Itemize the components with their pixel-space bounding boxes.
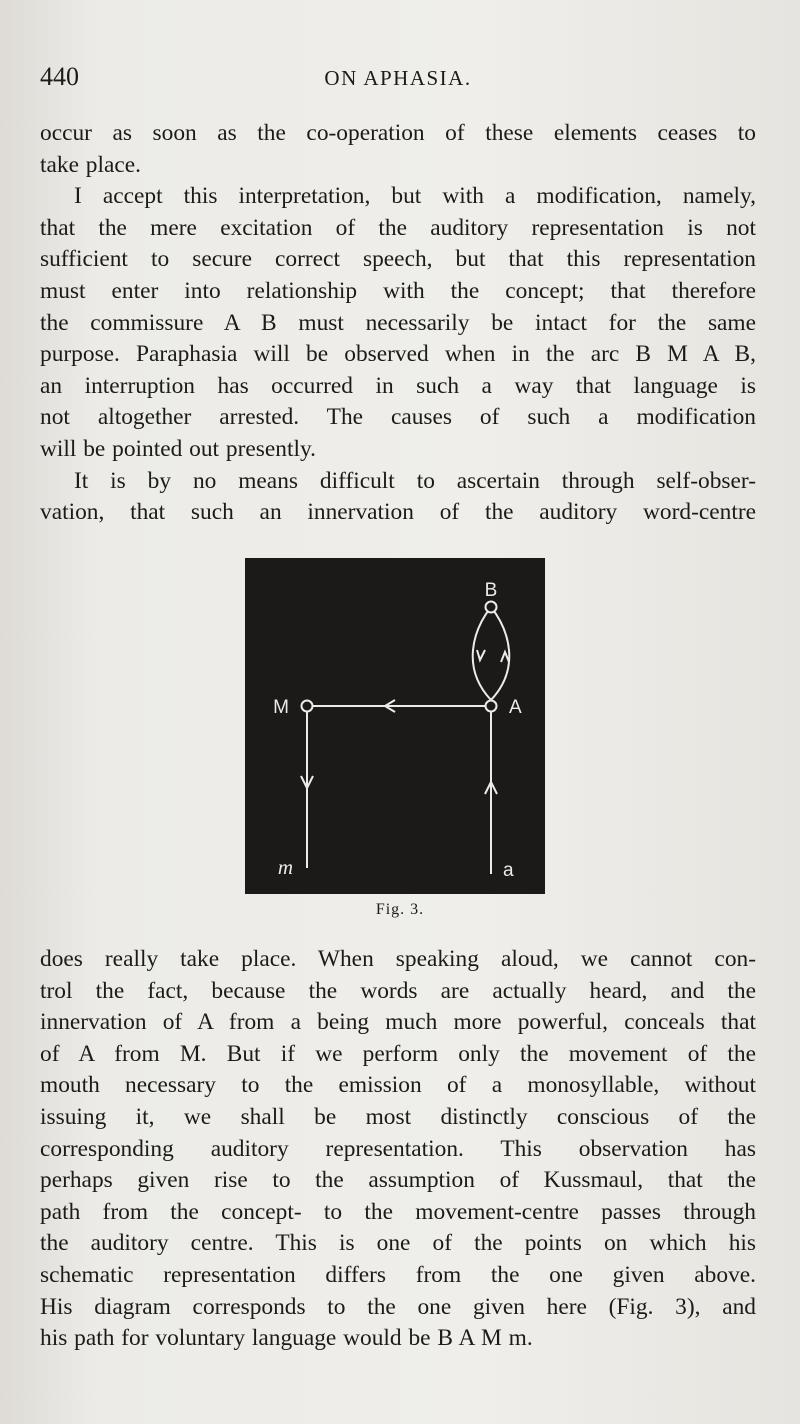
text-line: does really take place. When speaking aloud, we cannot con- [40, 946, 756, 972]
body-text-top [40, 118, 756, 529]
page-header [40, 62, 756, 94]
label-m-upper: M [273, 697, 289, 718]
text-line: mouth necessary to the emission of a monosyllable, without [40, 1072, 756, 1099]
text-line: path from the concept- to the movement-centre passes through [40, 1198, 756, 1225]
text-line: corresponding auditory representation. This observation has [40, 1135, 756, 1162]
text-line: take place. [40, 151, 141, 178]
arrow-up-right-loop [501, 652, 509, 662]
text-line: vation, that such an innervation of the auditory word-centre [40, 499, 756, 526]
text-line: of A from M. But if we perform only the movement of the [40, 1040, 756, 1067]
figure-3-diagram [245, 558, 545, 894]
label-a-lower: a [503, 860, 514, 881]
text-line: the auditory centre. This is one of the points on which his [40, 1230, 756, 1257]
text-line: an interruption has occurred in such a way that language is [40, 372, 756, 399]
arc-b-to-a [473, 607, 491, 700]
text-line: will be pointed out presently. [40, 435, 316, 462]
text-line: occur as soon as the co-operation of these elements ceases to [40, 120, 756, 146]
text-line: his path for voluntary language would be B A M m. [40, 1325, 533, 1352]
label-a-upper: A [509, 697, 522, 718]
running-title: ON APHASIA. [324, 66, 472, 90]
page-number: 440 [40, 62, 79, 91]
text-line: schematic representation differs from the one given above. [40, 1261, 756, 1288]
figure-caption: Fig. 3. [375, 901, 425, 918]
label-b: B [484, 580, 498, 601]
body-text-bottom [40, 944, 756, 1355]
text-line: perhaps given rise to the assumption of Kussmaul, that the [40, 1167, 756, 1194]
text-line: It is by no means difficult to ascertain through self-obser- [74, 467, 756, 494]
text-line: trol the fact, because the words are actually heard, and the [40, 977, 756, 1004]
text-line: not altogether arrested. The causes of such a modification [40, 404, 756, 431]
node-m [302, 701, 313, 712]
text-line: the commissure A B must necessarily be intact for the same [40, 309, 756, 336]
text-line: I accept this interpretation, but with a modification, namely, [74, 183, 756, 210]
text-line: issuing it, we shall be most distinctly conscious of the [40, 1103, 756, 1130]
text-line: purpose. Paraphasia will be observed when in the arc B M A B, [40, 341, 756, 368]
node-b [486, 602, 497, 613]
text-line: sufficient to secure correct speech, but that this representation [40, 246, 756, 273]
text-line: His diagram corresponds to the one given here (Fig. 3), and [40, 1293, 756, 1320]
arrow-down-left-loop [477, 650, 485, 660]
node-a [486, 701, 497, 712]
text-line: must enter into relationship with the concept; that therefore [40, 277, 756, 304]
label-m-lower: m [277, 855, 293, 879]
text-line: innervation of A from a being much more powerful, conceals that [40, 1009, 756, 1036]
text-line: that the mere excitation of the auditory representation is not [40, 214, 756, 241]
